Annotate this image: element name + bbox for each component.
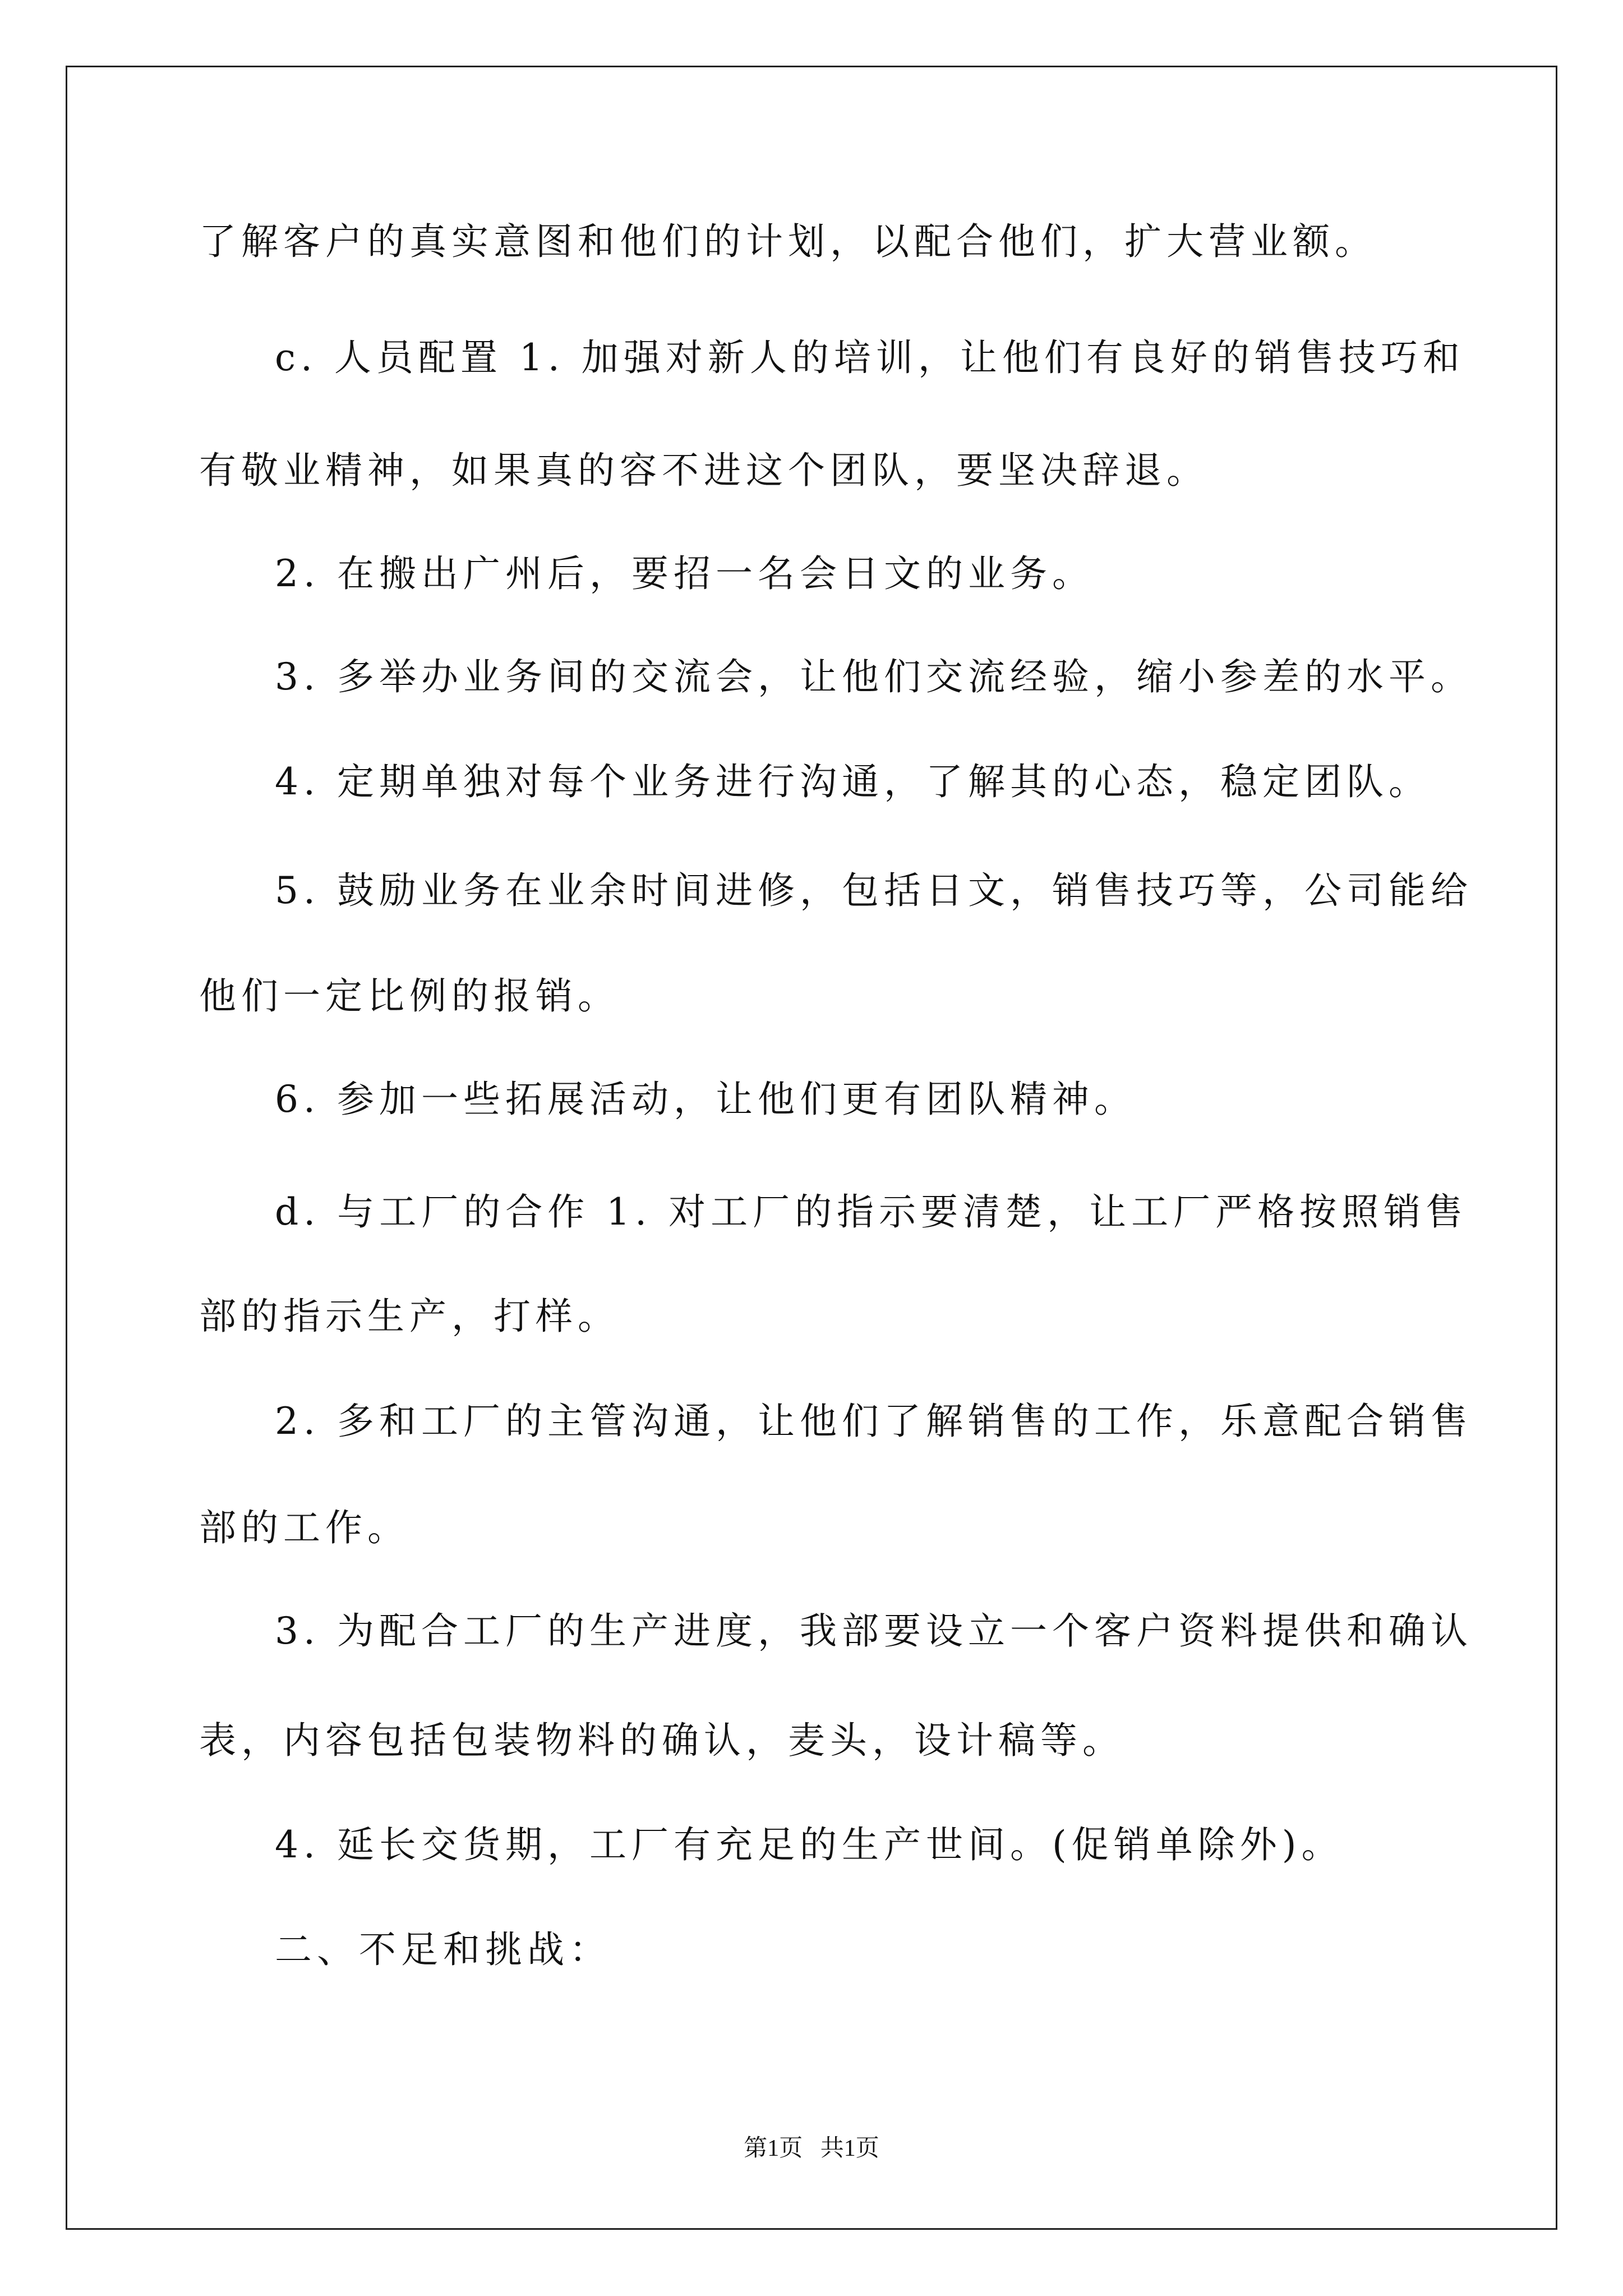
page-border [66,66,1557,2230]
text-line: 5. 鼓励业务在业余时间进修，包括日文，销售技巧等，公司能给 [275,869,1473,912]
text-line: 2. 在搬出广州后，要招一名会日文的业务。 [275,552,1094,595]
text-line: 6. 参加一些拓展活动，让他们更有团队精神。 [275,1078,1136,1121]
section-heading: 二、不足和挑战： [275,1928,611,1971]
text-line: 3. 为配合工厂的生产进度，我部要设立一个客户资料提供和确认 [275,1609,1473,1653]
text-line: d. 与工厂的合作 1. 对工厂的指示要清楚，让工厂严格按照销售 [275,1190,1468,1234]
text-line: 部的工作。 [199,1506,409,1549]
text-line: 3. 多举办业务间的交流会，让他们交流经验，缩小参差的水平。 [275,655,1473,698]
text-line: 4. 延长交货期，工厂有充足的生产世间。(促销单除外)。 [275,1823,1344,1866]
text-line: 他们一定比例的报销。 [199,974,620,1018]
text-line: c. 人员配置 1. 加强对新人的培训，让他们有良好的销售技巧和 [275,336,1465,379]
text-line: 部的指示生产，打样。 [199,1295,620,1338]
text-line: 有敬业精神，如果真的容不进这个团队，要坚决辞退。 [199,449,1209,492]
text-line: 了解客户的真实意图和他们的计划，以配合他们，扩大营业额。 [199,220,1377,263]
page-number-footer: 第1页 共1页 [744,2136,879,2161]
text-line: 2. 多和工厂的主管沟通，让他们了解销售的工作，乐意配合销售 [275,1400,1473,1443]
text-line: 4. 定期单独对每个业务进行沟通，了解其的心态，稳定团队。 [275,760,1431,803]
text-line: 表，内容包括包装物料的确认，麦头，设计稿等。 [199,1719,1124,1762]
